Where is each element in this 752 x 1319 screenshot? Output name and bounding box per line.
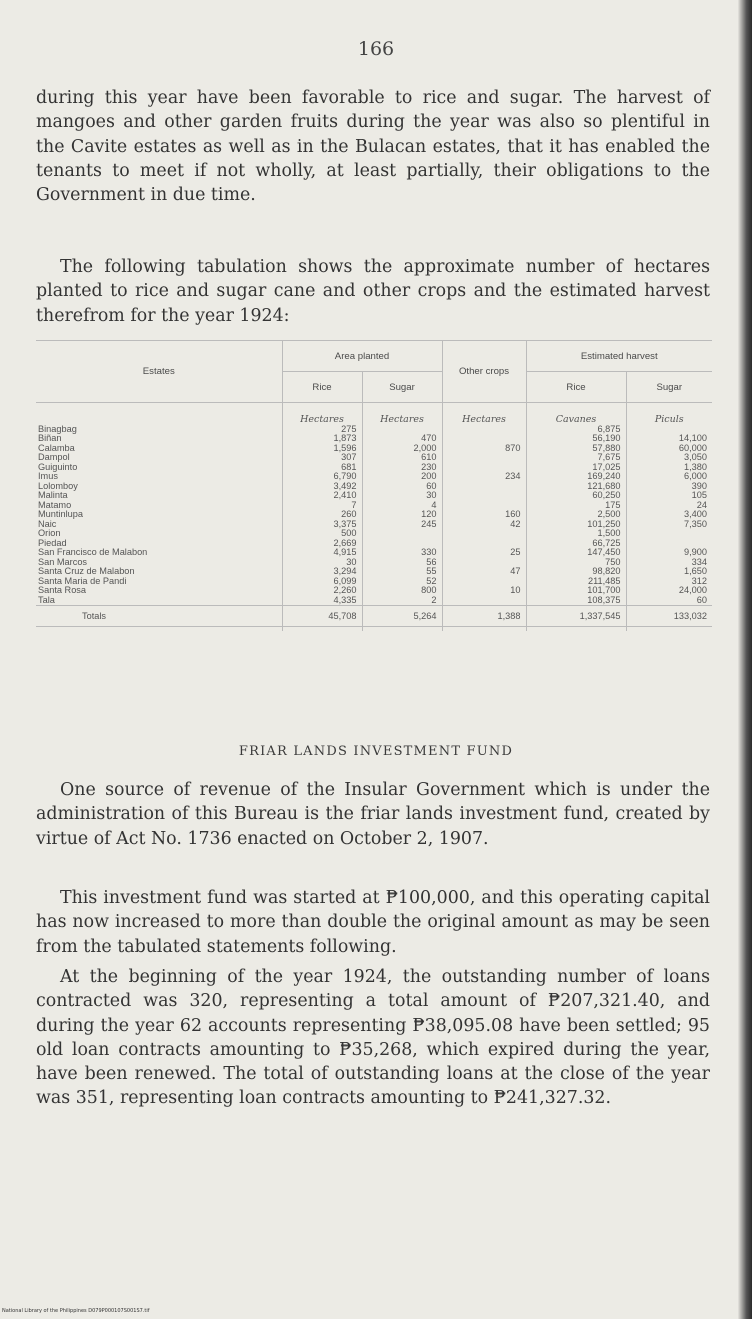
cell-rice: 275 xyxy=(282,425,362,435)
cell-other: 10 xyxy=(442,586,526,596)
cell-sugar: 60 xyxy=(362,482,442,492)
cell-sugar-h: 105 xyxy=(626,491,712,501)
page-number: 166 xyxy=(357,38,395,60)
cell-rice-h: 108,375 xyxy=(526,596,626,606)
unit-label: Cavanes xyxy=(526,403,626,425)
cell-rice: 3,375 xyxy=(282,520,362,530)
cell-sugar-h: 60,000 xyxy=(626,444,712,454)
cell-rice: 6,790 xyxy=(282,472,362,482)
estate-name: Calamba xyxy=(38,442,75,453)
unit-label: Hectares xyxy=(442,403,526,425)
cell-rice: 1,873 xyxy=(282,434,362,444)
sugar-area-header: Sugar xyxy=(362,372,442,403)
cell-sugar-h: 9,900 xyxy=(626,548,712,558)
area-planted-header: Area planted xyxy=(282,341,442,372)
cell-rice-h: 147,450 xyxy=(526,548,626,558)
totals-row xyxy=(36,606,712,627)
unit-label: Hectares xyxy=(362,403,442,425)
cell-rice-h: 101,700 xyxy=(526,586,626,596)
cell-other xyxy=(442,596,526,606)
cell-sugar-h: 312 xyxy=(626,577,712,587)
footer-citation: National Library of the Philippines D079P000107S001S7.tif xyxy=(2,1308,150,1314)
cell-rice-h: 211,485 xyxy=(526,577,626,587)
unit-label: Hectares xyxy=(282,403,362,425)
cell-sugar-h: 24 xyxy=(626,501,712,511)
estate-name: Matamo xyxy=(38,499,72,510)
cell-rice: 260 xyxy=(282,510,362,520)
cell-rice-h: 66,725 xyxy=(526,539,626,549)
cell-rice-h: 17,025 xyxy=(526,463,626,473)
cell-sugar-h: 3,400 xyxy=(626,510,712,520)
estate-name: San Francisco de Malabon xyxy=(38,547,148,557)
sugar-harvest-header: Sugar xyxy=(626,372,712,403)
cell-sugar: 230 xyxy=(362,463,442,473)
cell-rice: 3,294 xyxy=(282,567,362,577)
cell-rice: 2,669 xyxy=(282,539,362,549)
cell-sugar: 120 xyxy=(362,510,442,520)
cell-sugar-h: 1,380 xyxy=(626,463,712,473)
cell-sugar-h: 24,000 xyxy=(626,586,712,596)
estate-name: Piedad xyxy=(38,537,67,548)
estate-name: Biñan xyxy=(38,433,62,443)
cell-rice: 500 xyxy=(282,529,362,539)
unit-label: Piculs xyxy=(626,403,712,425)
cell-rice: 6,099 xyxy=(282,577,362,587)
total-rice-h: 1,337,545 xyxy=(526,606,626,627)
cell-rice: 4,335 xyxy=(282,596,362,606)
cell-sugar: 245 xyxy=(362,520,442,530)
estate-name: Santa Cruz de Malabon xyxy=(38,566,135,576)
cell-rice: 307 xyxy=(282,453,362,463)
cell-sugar-h: 60 xyxy=(626,596,712,606)
cell-rice: 7 xyxy=(282,501,362,511)
cell-other: 234 xyxy=(442,472,526,482)
cell-sugar-h: 14,100 xyxy=(626,434,712,444)
cell-sugar: 56 xyxy=(362,558,442,568)
cell-rice-h: 750 xyxy=(526,558,626,568)
cell-sugar: 470 xyxy=(362,434,442,444)
cell-sugar: 2,000 xyxy=(362,444,442,454)
cell-rice-h: 6,875 xyxy=(526,425,626,435)
paragraph-fund-source: One source of revenue of the Insular Government which is under the administration of this Bureau is the friar lands investment fund, created by virtue of Act No. 1736 enacted on October 2, 1907. xyxy=(36,780,710,849)
units-row xyxy=(36,403,712,425)
paragraph-fund-growth: This investment fund was started at ₱100,000, and this operating capital has now increased to more than double the original amount as may be seen from the tabulated statements following. xyxy=(36,888,710,957)
cell-rice-h: 169,240 xyxy=(526,472,626,482)
cell-sugar: 800 xyxy=(362,586,442,596)
cell-sugar-h: 390 xyxy=(626,482,712,492)
cell-rice: 3,492 xyxy=(282,482,362,492)
totals-label: Totals xyxy=(36,606,282,627)
cell-rice: 2,410 xyxy=(282,491,362,501)
cell-other: 42 xyxy=(442,520,526,530)
cell-rice: 4,915 xyxy=(282,548,362,558)
cell-other: 47 xyxy=(442,567,526,577)
cell-rice: 30 xyxy=(282,558,362,568)
cell-rice: 2,260 xyxy=(282,586,362,596)
paragraph-harvest: during this year have been favorable to rice and sugar. The harvest of mangoes and other garden fruits during the year was also so plentiful in the Cavite estates as well as in the Bulacan estates, that it has enabled the tenants to meet if not wholly, at least partially, their obligations to the Government in due time. xyxy=(36,88,710,206)
cell-other xyxy=(442,529,526,539)
estate-name: Orion xyxy=(38,528,61,538)
cell-rice: 1,596 xyxy=(282,444,362,454)
cell-rice-h: 1,500 xyxy=(526,529,626,539)
estate-name: Santa Maria de Pandi xyxy=(38,575,127,586)
cell-sugar: 200 xyxy=(362,472,442,482)
estimated-harvest-header: Estimated harvest xyxy=(526,341,712,372)
cell-rice: 681 xyxy=(282,463,362,473)
total-rice: 45,708 xyxy=(282,606,362,627)
cell-other xyxy=(442,425,526,435)
cell-sugar: 330 xyxy=(362,548,442,558)
other-crops-header: Other crops xyxy=(442,341,526,403)
cell-sugar-h: 1,650 xyxy=(626,567,712,577)
cell-sugar: 2 xyxy=(362,596,442,606)
estate-name: Santa Rosa xyxy=(38,585,87,595)
total-sugar-h: 133,032 xyxy=(626,606,712,627)
cell-rice-h: 98,820 xyxy=(526,567,626,577)
estate-name: Guiguinto xyxy=(38,461,78,472)
total-other: 1,388 xyxy=(442,606,526,627)
table-bottom-rule xyxy=(36,627,712,632)
cell-sugar-h: 7,350 xyxy=(626,520,712,530)
cell-other: 870 xyxy=(442,444,526,454)
estate-name: Muntinlupa xyxy=(38,509,83,519)
estate-name: Tala xyxy=(38,594,55,605)
cell-rice-h: 2,500 xyxy=(526,510,626,520)
estate-name: Malinta xyxy=(38,490,68,500)
cell-rice-h: 56,190 xyxy=(526,434,626,444)
cell-rice-h: 101,250 xyxy=(526,520,626,530)
cell-other xyxy=(442,491,526,501)
cell-sugar: 30 xyxy=(362,491,442,501)
rice-area-header: Rice xyxy=(282,372,362,403)
cell-rice-h: 60,250 xyxy=(526,491,626,501)
cell-rice-h: 7,675 xyxy=(526,453,626,463)
cell-other xyxy=(442,482,526,492)
cell-sugar-h: 334 xyxy=(626,558,712,568)
estate-name: San Marcos xyxy=(38,556,88,567)
estate-name: Lolomboy xyxy=(38,480,78,491)
cell-sugar: 4 xyxy=(362,501,442,511)
cell-rice-h: 175 xyxy=(526,501,626,511)
cell-other: 25 xyxy=(442,548,526,558)
cell-sugar-h: 3,050 xyxy=(626,453,712,463)
cell-sugar: 610 xyxy=(362,453,442,463)
col-estates-header: Estates xyxy=(36,341,282,403)
cell-other: 160 xyxy=(442,510,526,520)
cell-sugar: 55 xyxy=(362,567,442,577)
cell-rice-h: 121,680 xyxy=(526,482,626,492)
cell-rice-h: 57,880 xyxy=(526,444,626,454)
section-heading: FRIAR LANDS INVESTMENT FUND xyxy=(238,744,514,759)
total-sugar: 5,264 xyxy=(362,606,442,627)
estate-name: Imus xyxy=(38,471,58,481)
estate-name: Naic xyxy=(38,518,57,529)
paragraph-tabulation-intro: The following tabulation shows the approximate number of hectares planted to rice and sugar cane and other crops and the estimated harvest therefrom for the year 1924: xyxy=(36,257,710,326)
cell-sugar xyxy=(362,529,442,539)
rice-harvest-header: Rice xyxy=(526,372,626,403)
cell-sugar: 52 xyxy=(362,577,442,587)
crop-table xyxy=(36,340,712,631)
cell-other xyxy=(442,453,526,463)
page-edge-shadow xyxy=(738,0,752,1319)
cell-sugar-h xyxy=(626,529,712,539)
cell-sugar-h: 6,000 xyxy=(626,472,712,482)
estate-name: Dampol xyxy=(38,452,70,462)
table-row xyxy=(36,596,712,606)
estate-name: Binagbag xyxy=(38,423,77,434)
paragraph-loans: At the beginning of the year 1924, the outstanding number of loans contracted was 320, representing a total amount of ₱207,321.40, and during the year 62 accounts representing ₱38,095.08 have been settled; 95 old loan contracts amounting to ₱35,268, which expired during the year, have been renewed. The total of outstanding loans at the close of the year was 351, representing loan contracts amounting to ₱241,327.32. xyxy=(36,967,710,1109)
